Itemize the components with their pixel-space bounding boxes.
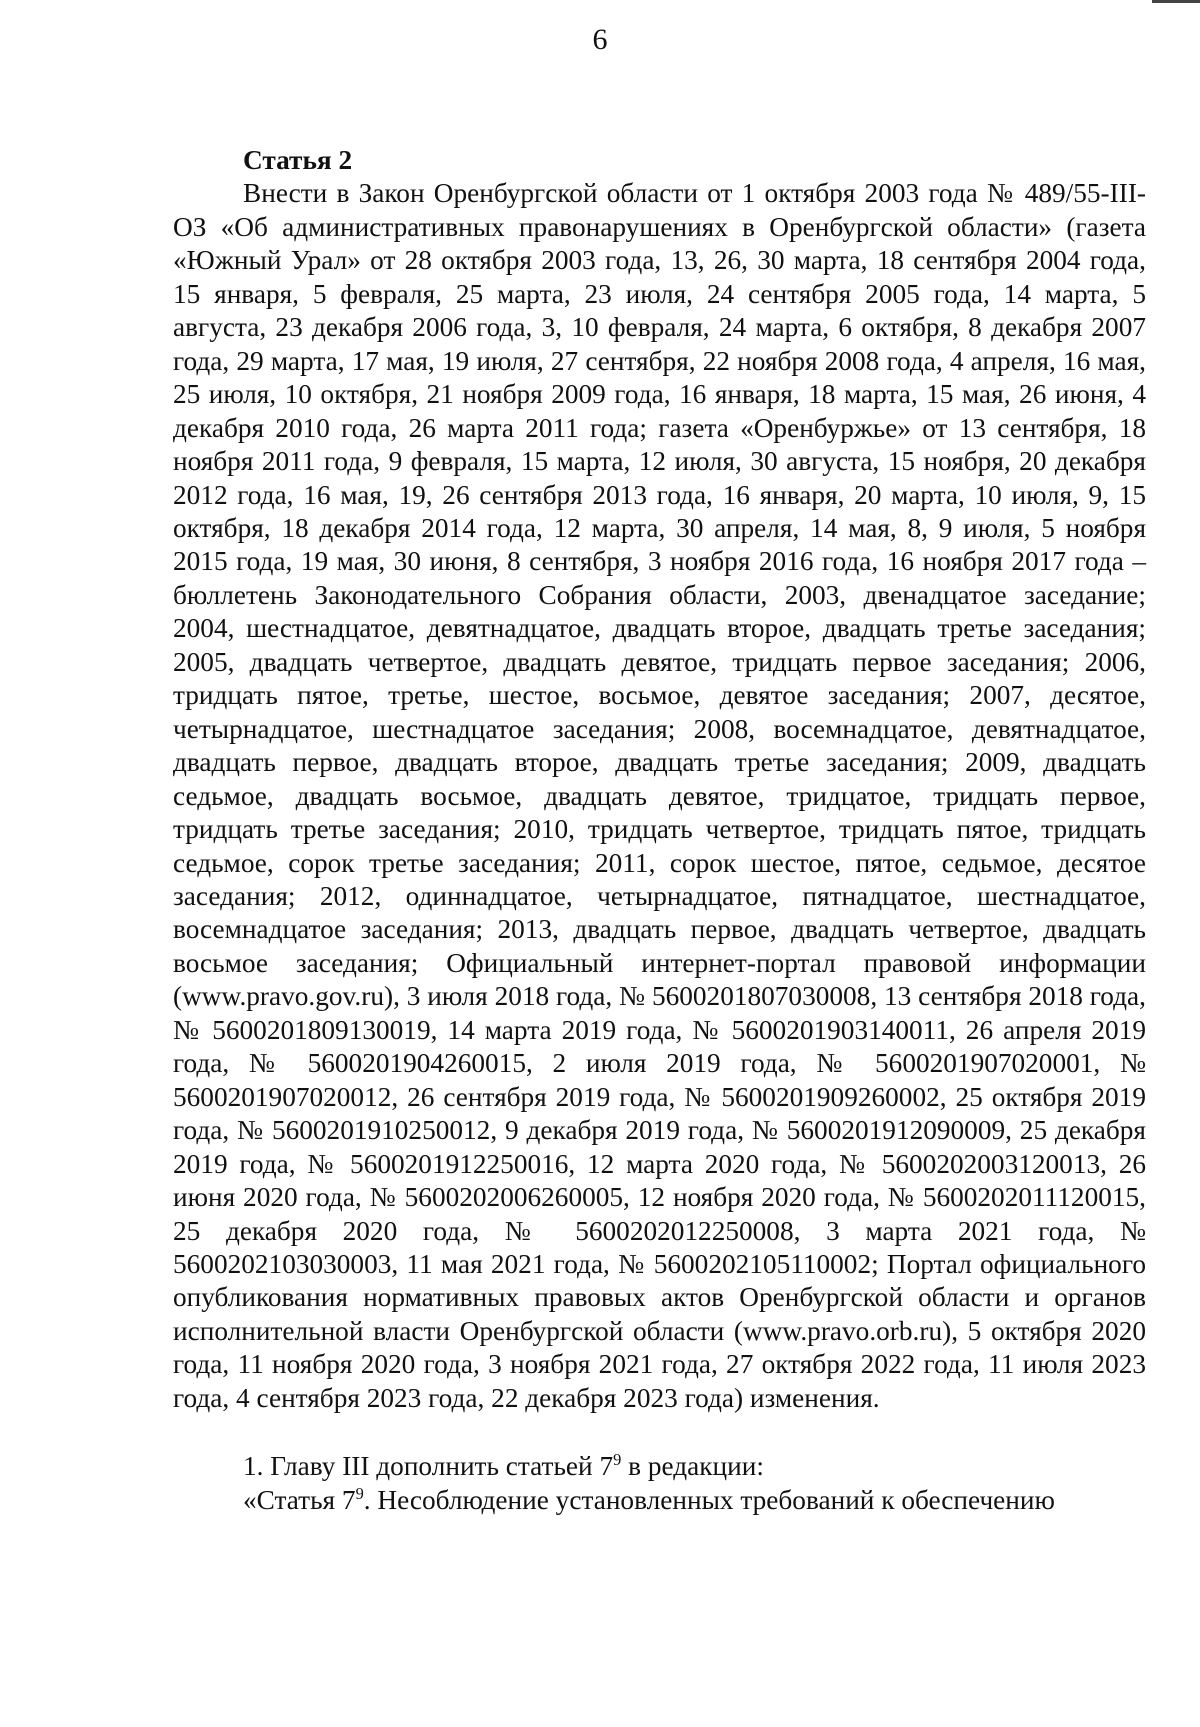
amendment-item-1-text: 1. Главу III дополнить статьей 7 (243, 1451, 614, 1482)
article-paragraph: Внести в Закон Оренбургской области от 1 октября 2003 года № 489/55-III-ОЗ «Об административных правонарушениях в Оренбургской области» (газета «Южный Урал» от 28 октября 2003 года, 13, 26, 30 марта, 18 сентября 2004 года, 15 января, 5 февраля, 25 марта, 23 июля, 24 сентября 2005 года, 14 марта, 5 августа, 23 декабря 2006 года, 3, 10 февраля, 24 марта, 6 октября, 8 декабря 2007 года, 29 марта, 17 мая, 19 июля, 27 сентября, 22 ноября 2008 года, 4 апреля, 16 мая, 25 июля, 10 октября, 21 ноября 2009 года, 16 января, 18 марта, 15 мая, 26 июня, 4 декабря 2010 года, 26 марта 2011 года; газета «Оренбуржье» от 13 сентября, 18 ноября 2011 года, 9 февраля, 15 марта, 12 июля, 30 августа, 15 ноября, 20 декабря 2012 года, 16 мая, 19, 26 сентября 2013 года, 16 января, 20 марта, 10 июля, 9, 15 октября, 18 декабря 2014 года, 12 марта, 30 апреля, 14 мая, 8, 9 июля, 5 ноября 2015 года, 19 мая, 30 июня, 8 сентября, 3 ноября 2016 года, 16 ноября 2017 года – бюллетень Законодательного Собрания области, 2003, двенадцатое заседание; 2004, шестнадцатое, девятнадцатое, двадцать второе, двадцать третье заседания; 2005, двадцать четвертое, двадцать девятое, тридцать первое заседания; 2006, тридцать пятое, третье, шестое, восьмое, девятое заседания; 2007, десятое, четырнадцатое, шестнадцатое заседания; 2008, восемнадцатое, девятнадцатое, двадцать первое, двадцать второе, двадцать третье заседания; 2009, двадцать седьмое, двадцать восьмое, двадцать девятое, тридцатое, тридцать первое, тридцать третье заседания; 2010, тридцать четвертое, тридцать пятое, тридцать седьмое, сорок третье заседания; 2011, сорок шестое, пятое, седьмое, десятое заседания; 2012, одиннадцатое, четырнадцатое, пятнадцатое, шестнадцатое, восемнадцатое заседания; 2013, двадцать первое, двадцать четвертое, двадцать восьмое заседания; Официальный интернет-портал правовой информации (www.pravo.gov.ru), 3 июля 2018 года, № 5600201807030008, 13 сентября 2018 года, № 5600201809130019, 14 марта 2019 года, № 5600201903140011, 26 апреля 2019 года, № 5600201904260015, 2 июля 2019 года, № 5600201907020001, № 5600201907020012, 26 сентября 2019 года, № 5600201909260002, 25 октября 2019 года, № 5600201910250012, 9 декабря 2019 года, № 5600201912090009, 25 декабря 2019 года, № 5600201912250016, 12 марта 2020 года, № 5600202003120013, 26 июня 2020 года, № 5600202006260005, 12 ноября 2020 года, № 5600202011120015, 25 декабря 2020 года, № 5600202012250008, 3 марта 2021 года, № 5600202103030003, 11 мая 2021 года, № 5600202105110002; Портал официального опубликования нормативных правовых актов Оренбургской области и органов исполнительной власти Оренбургской области (www.pravo.orb.ru), 5 октября 2020 года, 11 ноября 2020 года, 3 ноября 2021 года, 27 октября 2022 года, 11 июля 2023 года, 4 сентября 2023 года, 22 декабря 2023 года) изменения. (173, 178, 1146, 1413)
article-heading: Статья 2 (243, 145, 353, 175)
scan-edge-mark (1152, 0, 1200, 3)
new-article-prefix: «Статья 7 (243, 1484, 356, 1515)
document-body (173, 144, 1146, 1517)
page-number: 6 (592, 23, 608, 56)
superscript: 9 (355, 1483, 364, 1503)
amendment-item-1 (173, 1450, 1146, 1483)
new-article-suffix: . Несоблюдение установленных требований к обеспечению (363, 1484, 1055, 1515)
amendment-item-1-suffix: в редакции: (621, 1451, 764, 1482)
new-article-title (173, 1484, 1146, 1517)
superscript: 9 (613, 1450, 622, 1470)
